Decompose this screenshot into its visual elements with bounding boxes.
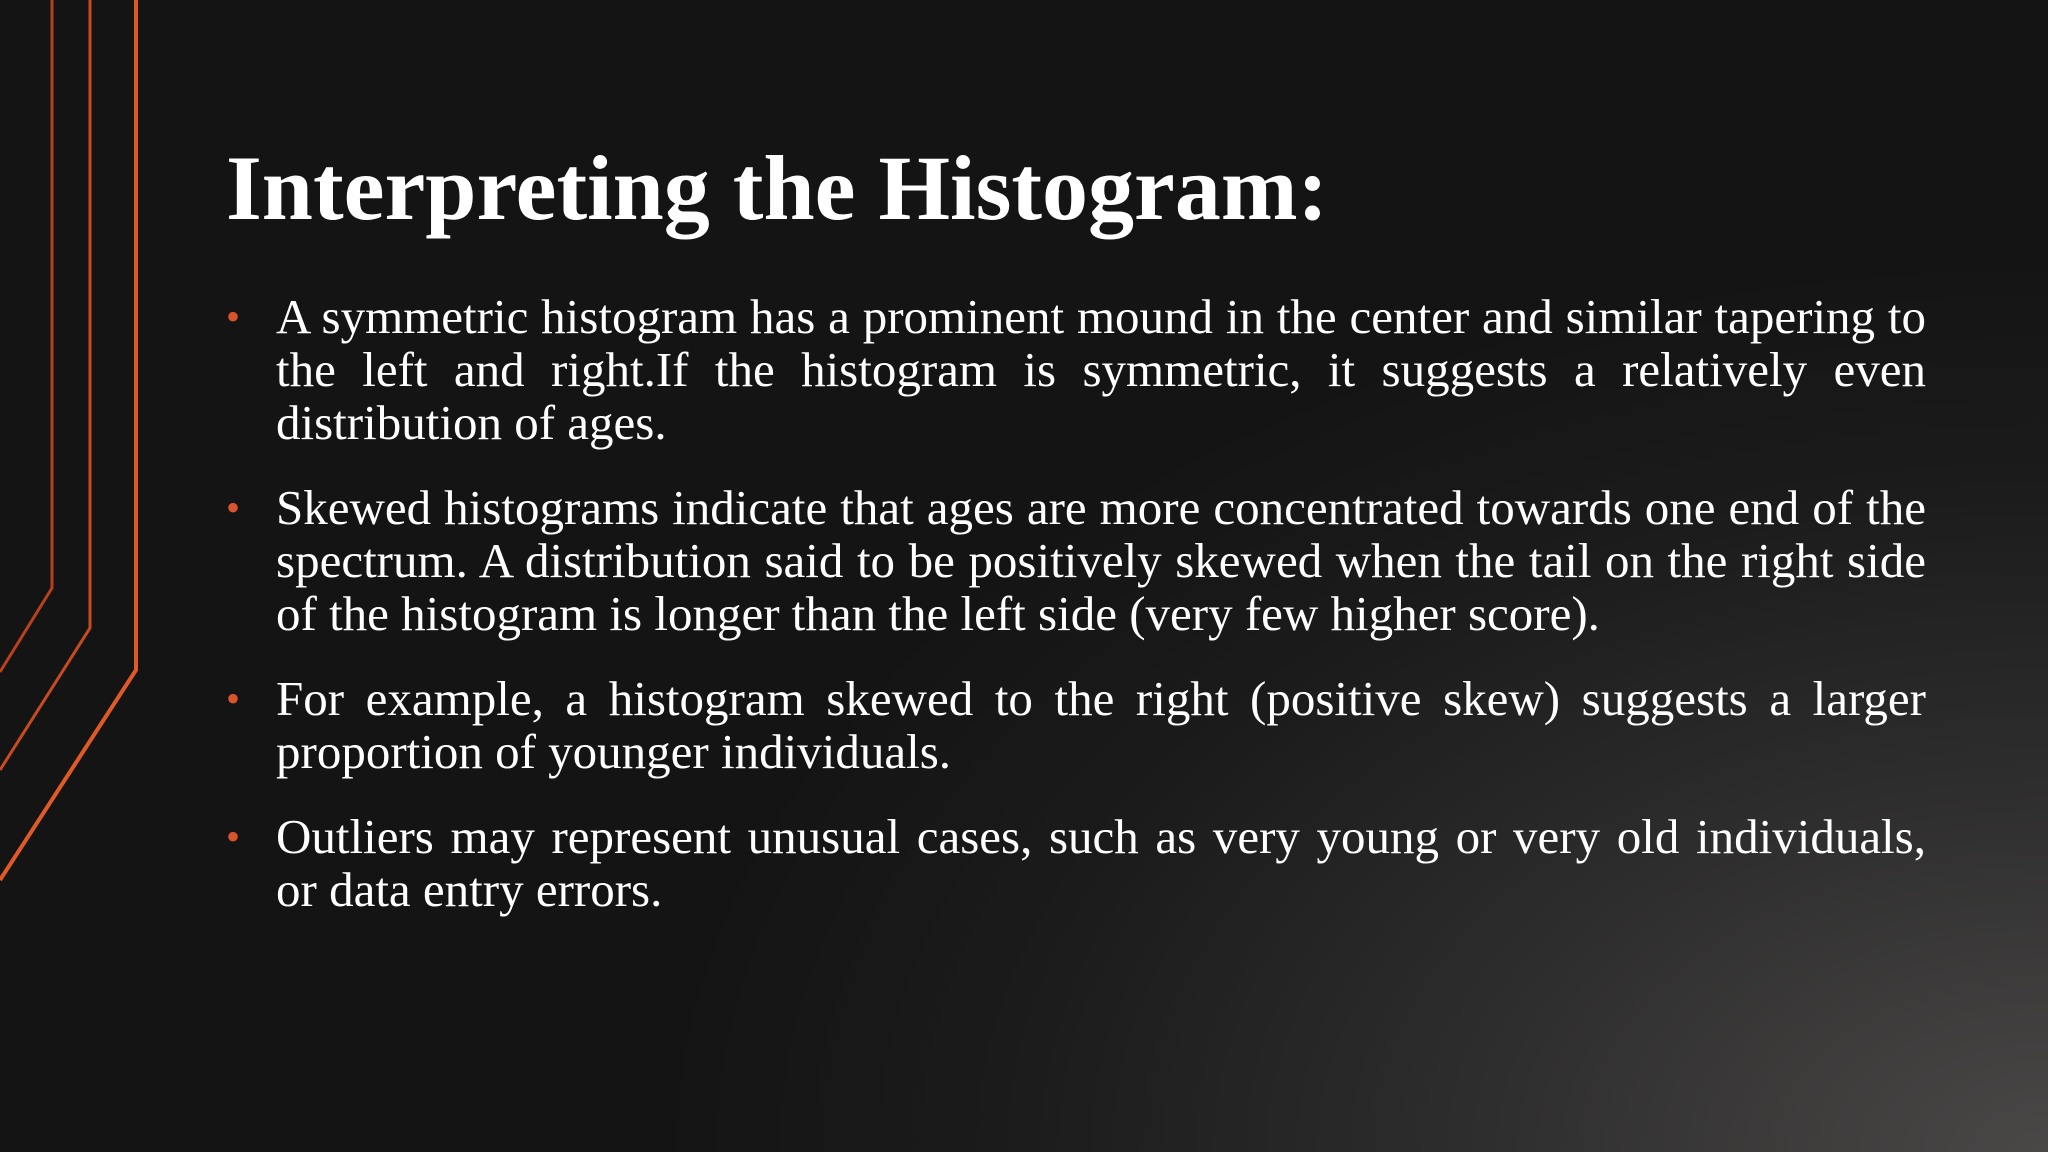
bullet-dot-icon: • (226, 485, 241, 530)
bullet-item (226, 481, 1926, 640)
bullet-item (226, 290, 1926, 449)
slide-title: Interpreting the Histogram: (226, 137, 1329, 239)
deco-line-middle (0, 0, 90, 770)
deco-line-inner (0, 0, 52, 672)
decorative-orange-lines (0, 0, 160, 1152)
deco-line-outer (0, 0, 136, 880)
bullet-text: A symmetric histogram has a prominent mound in the center and similar tapering to the left and right.If the histogram is symmetric, it suggests a relatively even distribution of ages. (276, 289, 1926, 450)
bullet-text: For example, a histogram skewed to the right (positive skew) suggests a larger proportion of younger individuals. (276, 671, 1926, 779)
bullet-text: Skewed histograms indicate that ages are more concentrated towards one end of the spectrum. A distribution said to be positively skewed when the tail on the right side of the histogram is longer than the left side (very few higher score). (276, 480, 1926, 641)
bullet-dot-icon: • (226, 814, 241, 859)
bullet-text: Outliers may represent unusual cases, such as very young or very old individuals, or data entry errors. (276, 809, 1926, 917)
bullet-list (226, 290, 1926, 948)
bullet-item (226, 810, 1926, 916)
bullet-dot-icon: • (226, 294, 241, 339)
bullet-item (226, 672, 1926, 778)
bullet-dot-icon: • (226, 676, 241, 721)
